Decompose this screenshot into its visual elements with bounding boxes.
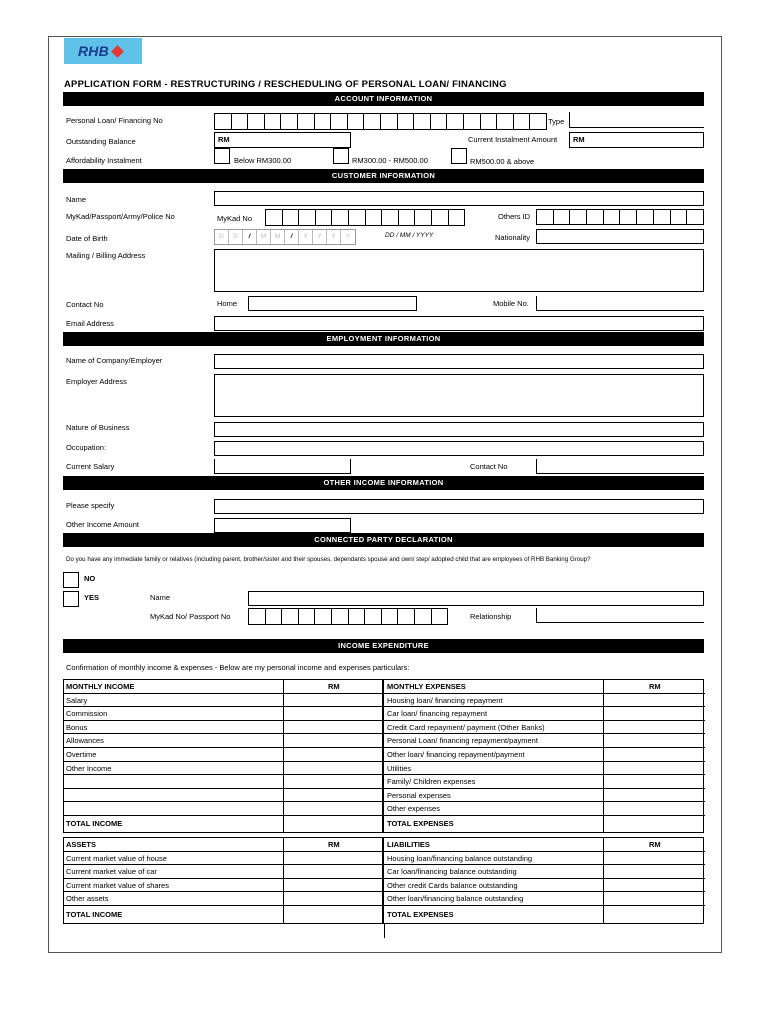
table-row [64, 802, 705, 816]
nature-of-business-label: Nature of Business [66, 423, 130, 432]
dob-input[interactable] [214, 229, 356, 245]
affordability-option-2-checkbox[interactable] [333, 148, 349, 164]
table-row [64, 892, 705, 906]
income-item-bonus: Bonus [66, 722, 88, 732]
occupation-input[interactable] [214, 441, 704, 456]
table-row [64, 865, 705, 879]
logo-text: RHB [78, 43, 109, 59]
income-item-allowances: Allowances [66, 736, 104, 746]
income-confirmation-text: Confirmation of monthly income & expenses - Below are my personal income and expenses particulars: [66, 663, 410, 672]
asset-item-other: Other assets [66, 894, 109, 904]
expense-item-utilities: Utilities [387, 763, 412, 773]
current-salary-input[interactable] [214, 459, 351, 474]
expense-item-car: Car loan/ financing repayment [387, 709, 488, 719]
monthly-income-expenses-table [63, 679, 704, 833]
liabilities-header: LIABILITIES [387, 840, 430, 849]
expense-item-personal-loan: Personal Loan/ financing repayment/payment [387, 736, 538, 746]
employer-address-label: Employer Address [66, 377, 127, 386]
type-label: Type [548, 117, 565, 126]
affordability-option-1-label: Below RM300.00 [234, 156, 292, 165]
monthly-expenses-header: MONTHLY EXPENSES [387, 682, 466, 691]
occupation-label: Occupation: [66, 443, 107, 452]
connected-yes-checkbox[interactable] [63, 591, 79, 607]
rm-header-1: RM [328, 682, 340, 691]
income-item-other: Other Income [66, 763, 112, 773]
mykad-input[interactable] [265, 209, 465, 226]
dob-year-1: Y [299, 230, 313, 244]
mailing-address-input[interactable] [214, 249, 704, 292]
contact-no-label: Contact No [66, 300, 104, 309]
liability-item-car: Car loan/financing balance outstanding [387, 867, 517, 877]
total-income-label-2: TOTAL INCOME [66, 910, 123, 919]
mobile-input[interactable] [536, 296, 704, 311]
dob-year-3: Y [327, 230, 341, 244]
logo-diamond-icon [111, 45, 124, 58]
affordability-option-1-checkbox[interactable] [214, 148, 230, 164]
other-income-amount-label: Other Income Amount [66, 520, 139, 529]
current-instalment-currency: RM [573, 135, 585, 144]
relationship-input[interactable] [536, 608, 704, 623]
total-expenses-label: TOTAL EXPENSES [387, 819, 454, 828]
monthly-income-header: MONTHLY INCOME [66, 682, 135, 691]
current-salary-label: Current Salary [66, 462, 115, 471]
table-row [64, 852, 705, 866]
outstanding-balance-input[interactable] [214, 132, 351, 148]
form-title: APPLICATION FORM - RESTRUCTURING / RESCHEDULING OF PERSONAL LOAN/ FINANCING [64, 79, 507, 90]
dob-year-4: Y [345, 233, 351, 240]
connected-no-checkbox[interactable] [63, 572, 79, 588]
others-id-label: Others ID [498, 212, 531, 221]
id-label: MyKad/Passport/Army/Police No [66, 212, 175, 221]
relationship-label: Relationship [470, 612, 512, 621]
please-specify-label: Please specify [66, 501, 115, 510]
name-input[interactable] [214, 191, 704, 206]
dob-day-2: D [229, 230, 243, 244]
connected-yes-label: YES [84, 593, 100, 602]
total-expenses-label-2: TOTAL EXPENSES [387, 910, 454, 919]
section-header-income-expenditure: INCOME EXPENDITURE [63, 639, 704, 653]
asset-item-shares: Current market value of shares [66, 880, 169, 890]
rhb-logo [64, 38, 142, 64]
current-instalment-input[interactable] [569, 132, 704, 148]
table-row [64, 789, 705, 803]
type-input[interactable] [569, 112, 704, 128]
dob-month-1: M [257, 230, 271, 244]
rm-header-3: RM [328, 840, 340, 849]
name-label: Name [66, 195, 87, 204]
rm-header-4: RM [649, 840, 661, 849]
mobile-label: Mobile No. [493, 299, 529, 308]
expense-item-credit-card: Credit Card repayment/ payment (Other Banks) [387, 722, 545, 732]
section-header-connected-party: CONNECTED PARTY DECLARATION [63, 533, 704, 547]
expense-item-personal: Personal expenses [387, 790, 451, 800]
connected-mykad-input[interactable] [248, 608, 448, 625]
connected-no-label: NO [84, 574, 96, 583]
table-row [64, 775, 705, 789]
assets-liabilities-table [63, 837, 704, 924]
table-row [64, 734, 705, 748]
loan-no-label: Personal Loan/ Financing No [66, 116, 163, 125]
dob-label: Date of Birth [66, 234, 108, 243]
connected-party-question: Do you have any immediate family or relatives (including parent, brother/sister and their spouses, dependants spouse and own/ step/ adopted child that are employees of RHB Banking Group? [66, 556, 591, 563]
assets-header: ASSETS [66, 840, 97, 849]
asset-item-house: Current market value of house [66, 853, 167, 863]
mailing-address-label: Mailing / Billing Address [66, 251, 146, 260]
table-row [64, 707, 705, 721]
connected-name-label: Name [150, 593, 171, 602]
affordability-label: Affordability Instalment [66, 156, 142, 165]
expense-item-family: Family/ Children expenses [387, 777, 476, 787]
table-total-row [64, 817, 705, 831]
affordability-option-3-label: RM500.00 & above [470, 157, 535, 166]
dob-separator-2: / [285, 230, 299, 244]
others-id-input[interactable] [536, 209, 704, 225]
table-header-row [64, 838, 705, 852]
total-income-label: TOTAL INCOME [66, 819, 123, 828]
connected-name-input[interactable] [248, 591, 704, 606]
nationality-input[interactable] [536, 229, 704, 244]
please-specify-input[interactable] [214, 499, 704, 514]
loan-no-input[interactable] [214, 113, 547, 130]
outstanding-currency: RM [218, 135, 230, 144]
expense-item-other-loan: Other loan/ financing repayment/payment [387, 750, 525, 759]
dob-day-1: D [215, 230, 229, 244]
dob-hint: DD / MM / YYYY [385, 232, 434, 239]
dob-separator-1: / [243, 230, 257, 244]
section-header-account: ACCOUNT INFORMATION [63, 92, 704, 106]
income-item-commission: Commission [66, 709, 108, 719]
company-input[interactable] [214, 354, 704, 369]
dob-year-2: Y [313, 230, 327, 244]
company-label: Name of Company/Employer [66, 356, 163, 365]
section-header-employment: EMPLOYMENT INFORMATION [63, 332, 704, 346]
liability-item-housing: Housing loan/financing balance outstanding [387, 853, 533, 863]
table-total-row [64, 908, 705, 922]
table-row [64, 748, 705, 762]
income-item-salary: Salary [66, 695, 88, 705]
table-row [64, 762, 705, 776]
email-input[interactable] [214, 316, 704, 331]
section-header-other-income: OTHER INCOME INFORMATION [63, 476, 704, 490]
affordability-option-3-checkbox[interactable] [451, 148, 467, 164]
liability-item-credit-cards: Other credit Cards balance outstanding [387, 880, 518, 890]
nationality-label: Nationality [495, 233, 531, 242]
current-instalment-label: Current Instalment Amount [468, 135, 558, 144]
rm-header-2: RM [649, 682, 661, 691]
affordability-option-2-label: RM300.00 - RM500.00 [352, 156, 428, 165]
table-header-row [64, 680, 705, 694]
expense-item-other: Other expenses [387, 804, 440, 814]
asset-item-car: Current market value of car [66, 867, 157, 877]
expense-item-housing: Housing loan/ financing repayment [387, 695, 503, 705]
email-label: Email Address [66, 319, 114, 328]
table-divider-tail [384, 924, 385, 938]
income-item-overtime: Overtime [66, 750, 97, 759]
section-header-customer: CUSTOMER INFORMATION [63, 169, 704, 183]
other-income-amount-input[interactable] [214, 518, 351, 533]
table-row [64, 694, 705, 708]
outstanding-balance-label: Outstanding Balance [66, 137, 136, 146]
home-phone-input[interactable] [248, 296, 417, 311]
table-row [64, 721, 705, 735]
connected-mykad-label: MyKad No/ Passport No [150, 612, 231, 621]
home-label: Home [217, 299, 238, 308]
nature-of-business-input[interactable] [214, 422, 704, 437]
liability-item-other-loan: Other loan/financing balance outstanding [387, 894, 524, 904]
mykad-label: MyKad No [217, 214, 253, 223]
employer-address-input[interactable] [214, 374, 704, 417]
dob-month-2: M [271, 230, 285, 244]
table-row [64, 879, 705, 893]
employer-contact-label: Contact No [470, 462, 508, 471]
employer-contact-input[interactable] [536, 459, 704, 474]
